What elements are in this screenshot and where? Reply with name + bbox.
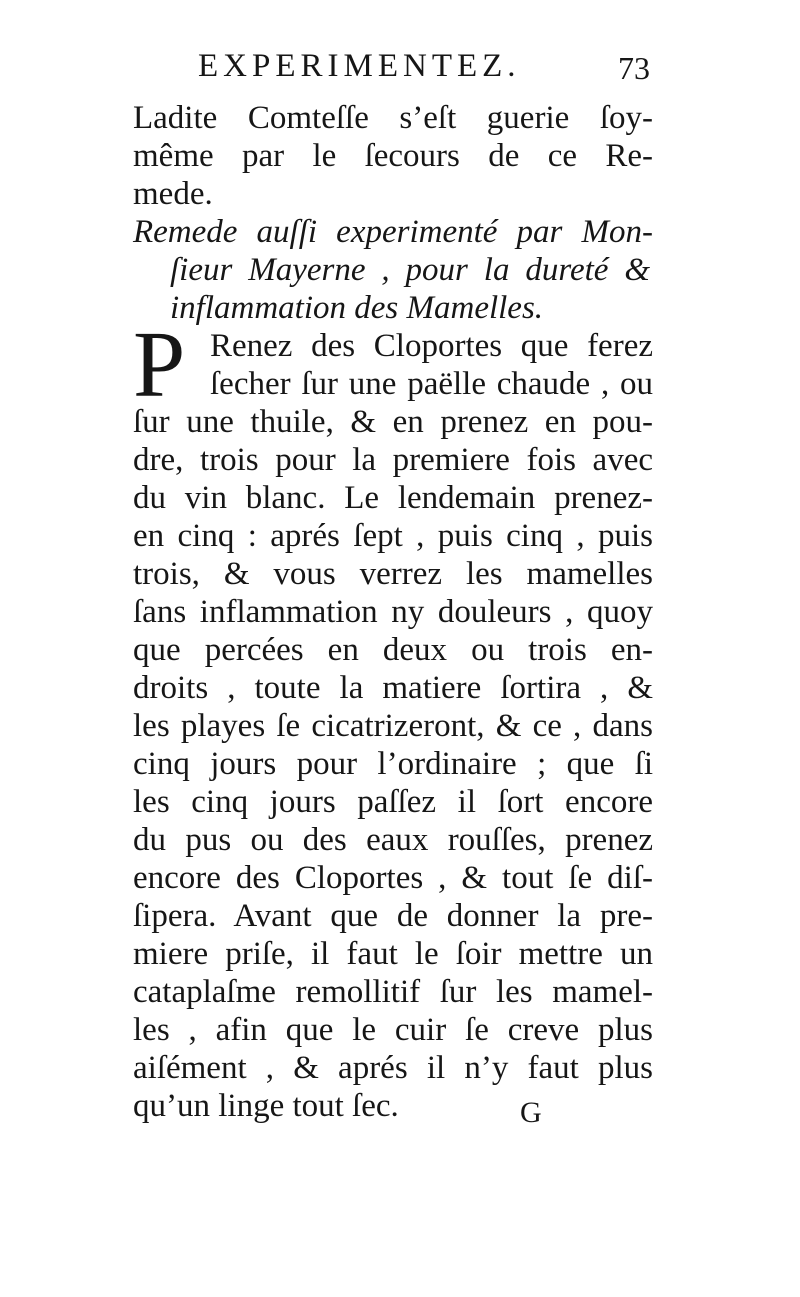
drop-cap: P — [133, 313, 186, 417]
body-line: les , afin que le cuir ſe creve plus — [133, 1012, 653, 1048]
body-line: trois, & vous verrez les mamelles — [133, 556, 653, 592]
body-line: ſipera. Avant que de donner la pre- — [133, 898, 653, 934]
remedy-heading-line: ſieur Mayerne , pour la dureté & — [170, 252, 650, 288]
body-line: les cinq jours paſſez il ſort encore — [133, 784, 653, 820]
signature-mark: G — [520, 1096, 542, 1129]
body-line: miere priſe, il faut le ſoir mettre un — [133, 936, 653, 972]
body-line: du pus ou des eaux rouſſes, prenez — [133, 822, 653, 858]
text-line: Ladite Comteſſe s’eſt guerie ſoy- — [133, 100, 653, 136]
body-line: qu’un linge tout ſec. — [133, 1088, 399, 1124]
body-line: en cinq : aprés ſept , puis cinq , puis — [133, 518, 653, 554]
body-line: ſur une thuile, & en prenez en pou- — [133, 404, 653, 440]
body-line: ſans inflammation ny douleurs , quoy — [133, 594, 653, 630]
body-line: cataplaſme remollitif ſur les mamel- — [133, 974, 653, 1010]
body-line: que percées en deux ou trois en- — [133, 632, 653, 668]
body-line: ſecher ſur une paëlle chaude , ou — [210, 366, 653, 402]
body-line: Renez des Cloportes que ferez — [210, 328, 653, 364]
body-line: dre, trois pour la premiere fois avec — [133, 442, 653, 478]
remedy-heading-line: inflammation des Mamelles. — [170, 290, 544, 326]
remedy-heading-line: Remede auſſi experimenté par Mon- — [133, 214, 653, 250]
body-line: aiſément , & aprés il n’y faut plus — [133, 1050, 653, 1086]
running-head: EXPERIMENTEZ. — [198, 48, 521, 84]
body-line: encore des Cloportes , & tout ſe diſ- — [133, 860, 653, 896]
body-line: du vin blanc. Le lendemain prenez- — [133, 480, 653, 516]
body-line: les playes ſe cicatrizeront, & ce , dans — [133, 708, 653, 744]
body-line: droits , toute la matiere ſortira , & — [133, 670, 653, 706]
page-number: 73 — [618, 50, 650, 86]
text-line: mede. — [133, 176, 213, 212]
body-line: cinq jours pour l’ordinaire ; que ſi — [133, 746, 653, 782]
text-line: même par le ſecours de ce Re- — [133, 138, 653, 174]
